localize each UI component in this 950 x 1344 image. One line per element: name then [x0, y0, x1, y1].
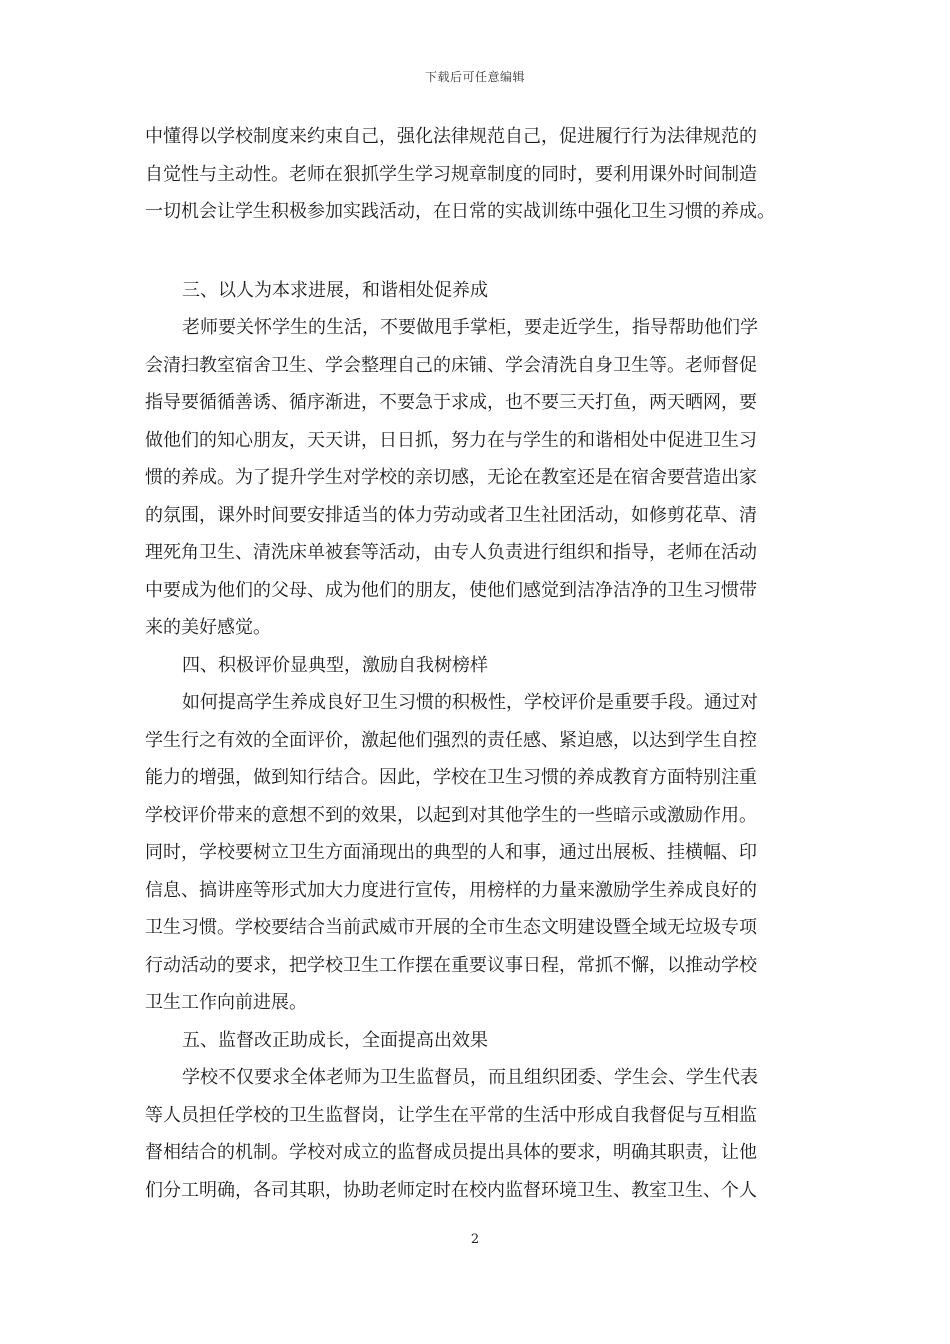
page-number: 2	[470, 1232, 480, 1247]
paragraph-line: 中要成为他们的父母、成为他们的朋友，使他们感觉到洁净洁净的卫生习惯带	[145, 579, 757, 601]
paragraph-line: 行动活动的要求，把学校卫生工作摆在重要议事日程，常抓不懈，以推动学校	[145, 954, 757, 976]
paragraph-spacer	[145, 231, 815, 272]
paragraph-line: 做他们的知心朋友，天天讲，日日抓，努力在与学生的和谐相处中促进卫生习	[145, 429, 757, 451]
paragraph-line: 理死角卫生、清洗床单被套等活动，由专人负责进行组织和指导，老师在活动	[145, 542, 757, 563]
section-heading-3: 三、以人为本求进展，和谐相处促养成	[182, 279, 488, 301]
paragraph-line: 能力的增强，做到知行结合。因此，学校在卫生习惯的养成教育方面特别注重	[145, 767, 757, 788]
paragraph-line: 学校不仅要求全体老师为卫生监督员，而且组织团委、学生会、学生代表	[182, 1067, 758, 1088]
paragraph-line: 指导要循循善诱、循序渐进，不要急于求成，也不要三天打鱼，两天晒网，要	[145, 392, 757, 413]
paragraph-line: 惯的养成。为了提升学生对学校的亲切感，无论在教室还是在宿舍要营造出家	[145, 467, 757, 488]
section-heading-5: 五、监督改正助成长，全面提高出效果	[182, 1029, 488, 1051]
paragraph-line: 老师要关怀学生的生活，不要做甩手掌柜，要走近学生，指导帮助他们学	[182, 317, 758, 338]
paragraph-line: 督相结合的机制。学校对成立的监督成员提出具体的要求，明确其职责，让他	[145, 1142, 757, 1163]
paragraph-line: 等人员担任学校的卫生监督岗，让学生在平常的生活中形成自我督促与互相监	[145, 1104, 757, 1126]
paragraph-line: 自觉性与主动性。老师在狠抓学生学习规章制度的同时，要利用课外时间制造	[145, 163, 757, 185]
document-body	[145, 118, 815, 1209]
paragraph-line: 学校评价带来的意想不到的效果，以起到对其他学生的一些暗示或激励作用。	[145, 804, 757, 826]
page-header-note: 下载后可任意编辑	[424, 70, 525, 84]
paragraph-line: 中懂得以学校制度来约束自己，强化法律规范自己，促进履行行为法律规范的	[145, 126, 757, 147]
paragraph-line: 同时，学校要树立卫生方面涌现出的典型的人和事，通过出展板、挂横幅、印	[145, 842, 757, 863]
paragraph-line: 卫生习惯。学校要结合当前武威市开展的全市生态文明建设暨全域无垃圾专项	[145, 917, 757, 938]
paragraph-line: 信息、搞讲座等形式加大力度进行宣传，用榜样的力量来激励学生养成良好的	[145, 879, 757, 901]
paragraph-line: 来的美好感觉。	[145, 617, 271, 638]
paragraph-line: 的氛围，课外时间要安排适当的体力劳动或者卫生社团活动，如修剪花草、清	[145, 504, 757, 526]
paragraph-line: 卫生工作向前进展。	[145, 992, 307, 1013]
paragraph-line: 学生行之有效的全面评价，激起他们强烈的责任感、紧迫感，以达到学生自控	[145, 729, 757, 751]
section-heading-4: 四、积极评价显典型，激励自我树榜样	[182, 654, 488, 676]
paragraph-line: 们分工明确，各司其职，协助老师定时在校内监督环境卫生、教室卫生、个人	[145, 1179, 757, 1201]
paragraph-line: 如何提高学生养成良好卫生习惯的积极性，学校评价是重要手段。通过对	[182, 692, 758, 713]
paragraph-line: 一切机会让学生积极参加实践活动，在日常的实战训练中强化卫生习惯的养成。	[145, 201, 775, 222]
paragraph-line: 会清扫教室宿舍卫生、学会整理自己的床铺、学会清洗自身卫生等。老师督促	[145, 354, 757, 376]
